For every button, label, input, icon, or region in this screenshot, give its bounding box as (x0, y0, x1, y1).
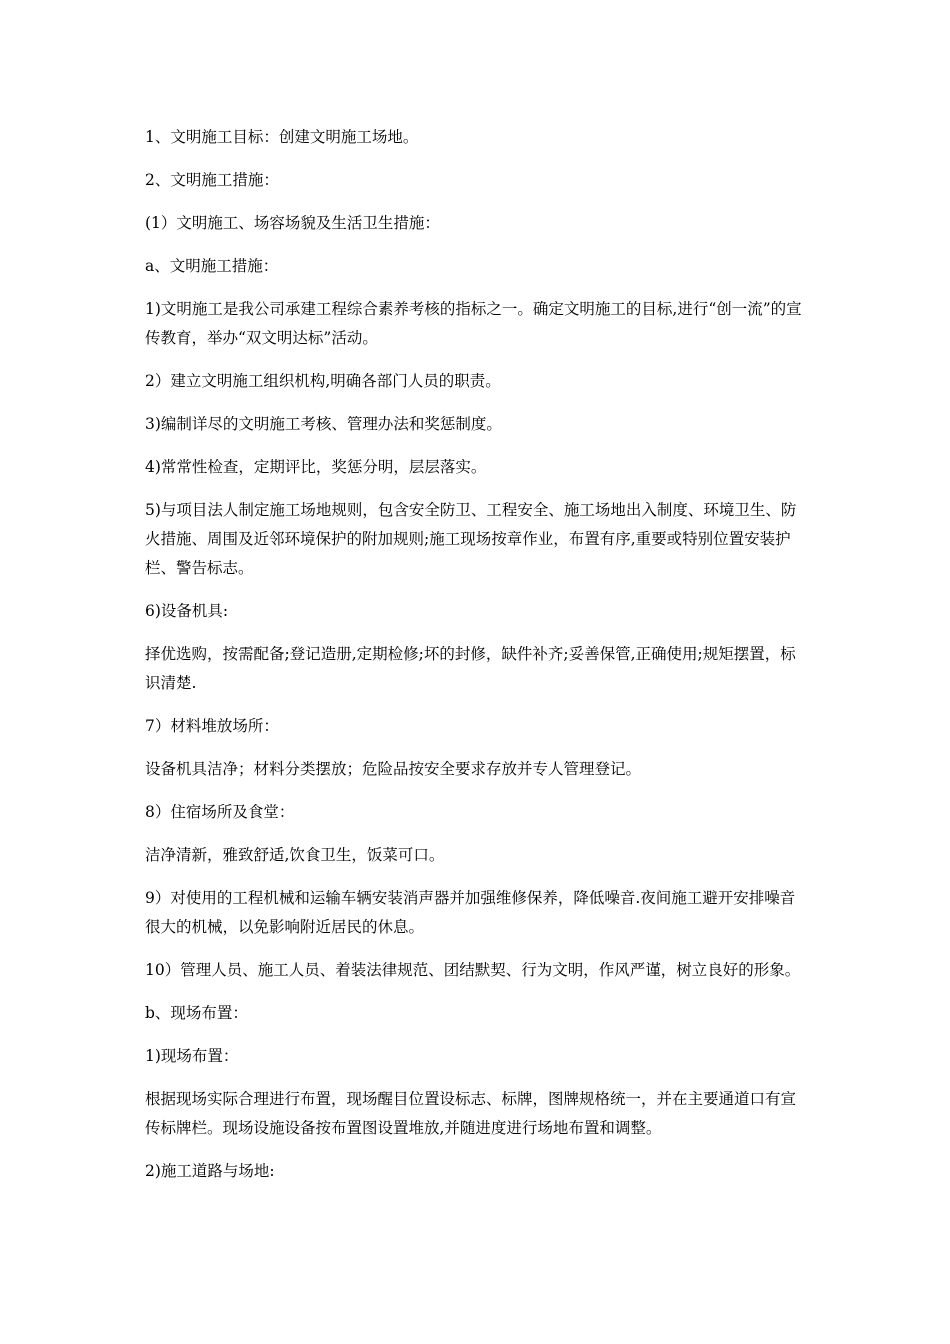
paragraph-item-7-body: 设备机具洁净；材料分类摆放；危险品按安全要求存放并专人管理登记。 (145, 760, 642, 778)
paragraph-item-6-body: 择优选购，按需配备;登记造册,定期检修;坏的封修，缺件补齐;妥善保管,正确使用;规矩摆置，标识清楚. (145, 645, 796, 692)
paragraph-item-1: 1)文明施工是我公司承建工程综合素养考核的指标之一。确定文明施工的目标,进行“创一流”的宣传教育，举办“双文明达标”活动。 (145, 300, 802, 347)
paragraph-item-10: 10）管理人员、施工人员、着装法律规范、团结默契、行为文明，作风严谨，树立良好的形象。 (145, 961, 801, 979)
paragraph-item-7-heading: 7）材料堆放场所： (145, 717, 279, 735)
paragraph-item-4: 4)常常性检查，定期评比，奖惩分明，层层落实。 (145, 458, 487, 476)
subsection-heading-a: a、文明施工措施： (145, 257, 279, 275)
document-body (145, 123, 805, 1200)
paragraph-item-8-heading: 8）住宿场所及食堂： (145, 803, 295, 821)
roads-heading: 2)施工道路与场地: (145, 1162, 275, 1180)
paragraph-item-5: 5)与项目法人制定施工场地规则，包含安全防卫、工程安全、施工场地出入制度、环境卫生、防火措施、周围及近邻环境保护的附加规则;施工现场按章作业，布置有序,重要或特别位置安装护栏、警告标志。 (145, 501, 797, 577)
paragraph-item-9: 9）对使用的工程机械和运输车辆安装消声器并加强维修保养，降低噪音.夜间施工避开安排噪音很大的机械，以免影响附近居民的休息。 (145, 889, 796, 936)
goal-heading: 1、文明施工目标：创建文明施工场地。 (145, 128, 419, 146)
subsection-heading-1: (1）文明施工、场容场貌及生活卫生措施： (145, 214, 440, 232)
paragraph-item-2: 2）建立文明施工组织机构,明确各部门人员的职责。 (145, 372, 501, 390)
site-layout-heading: 1)现场布置： (145, 1047, 239, 1065)
paragraph-item-8-body: 洁净清新，雅致舒适,饮食卫生，饭菜可口。 (145, 846, 445, 864)
subsection-heading-b: b、现场布置： (145, 1004, 248, 1022)
measures-heading: 2、文明施工措施： (145, 171, 279, 189)
paragraph-item-6-heading: 6)设备机具: (145, 602, 229, 620)
site-layout-body: 根据现场实际合理进行布置，现场醒目位置设标志、标牌，图牌规格统一，并在主要通道口有宣传标牌栏。现场设施设备按布置图设置堆放,并随进度进行场地布置和调整。 (145, 1090, 797, 1137)
paragraph-item-3: 3)编制详尽的文明施工考核、管理办法和奖惩制度。 (145, 415, 502, 433)
